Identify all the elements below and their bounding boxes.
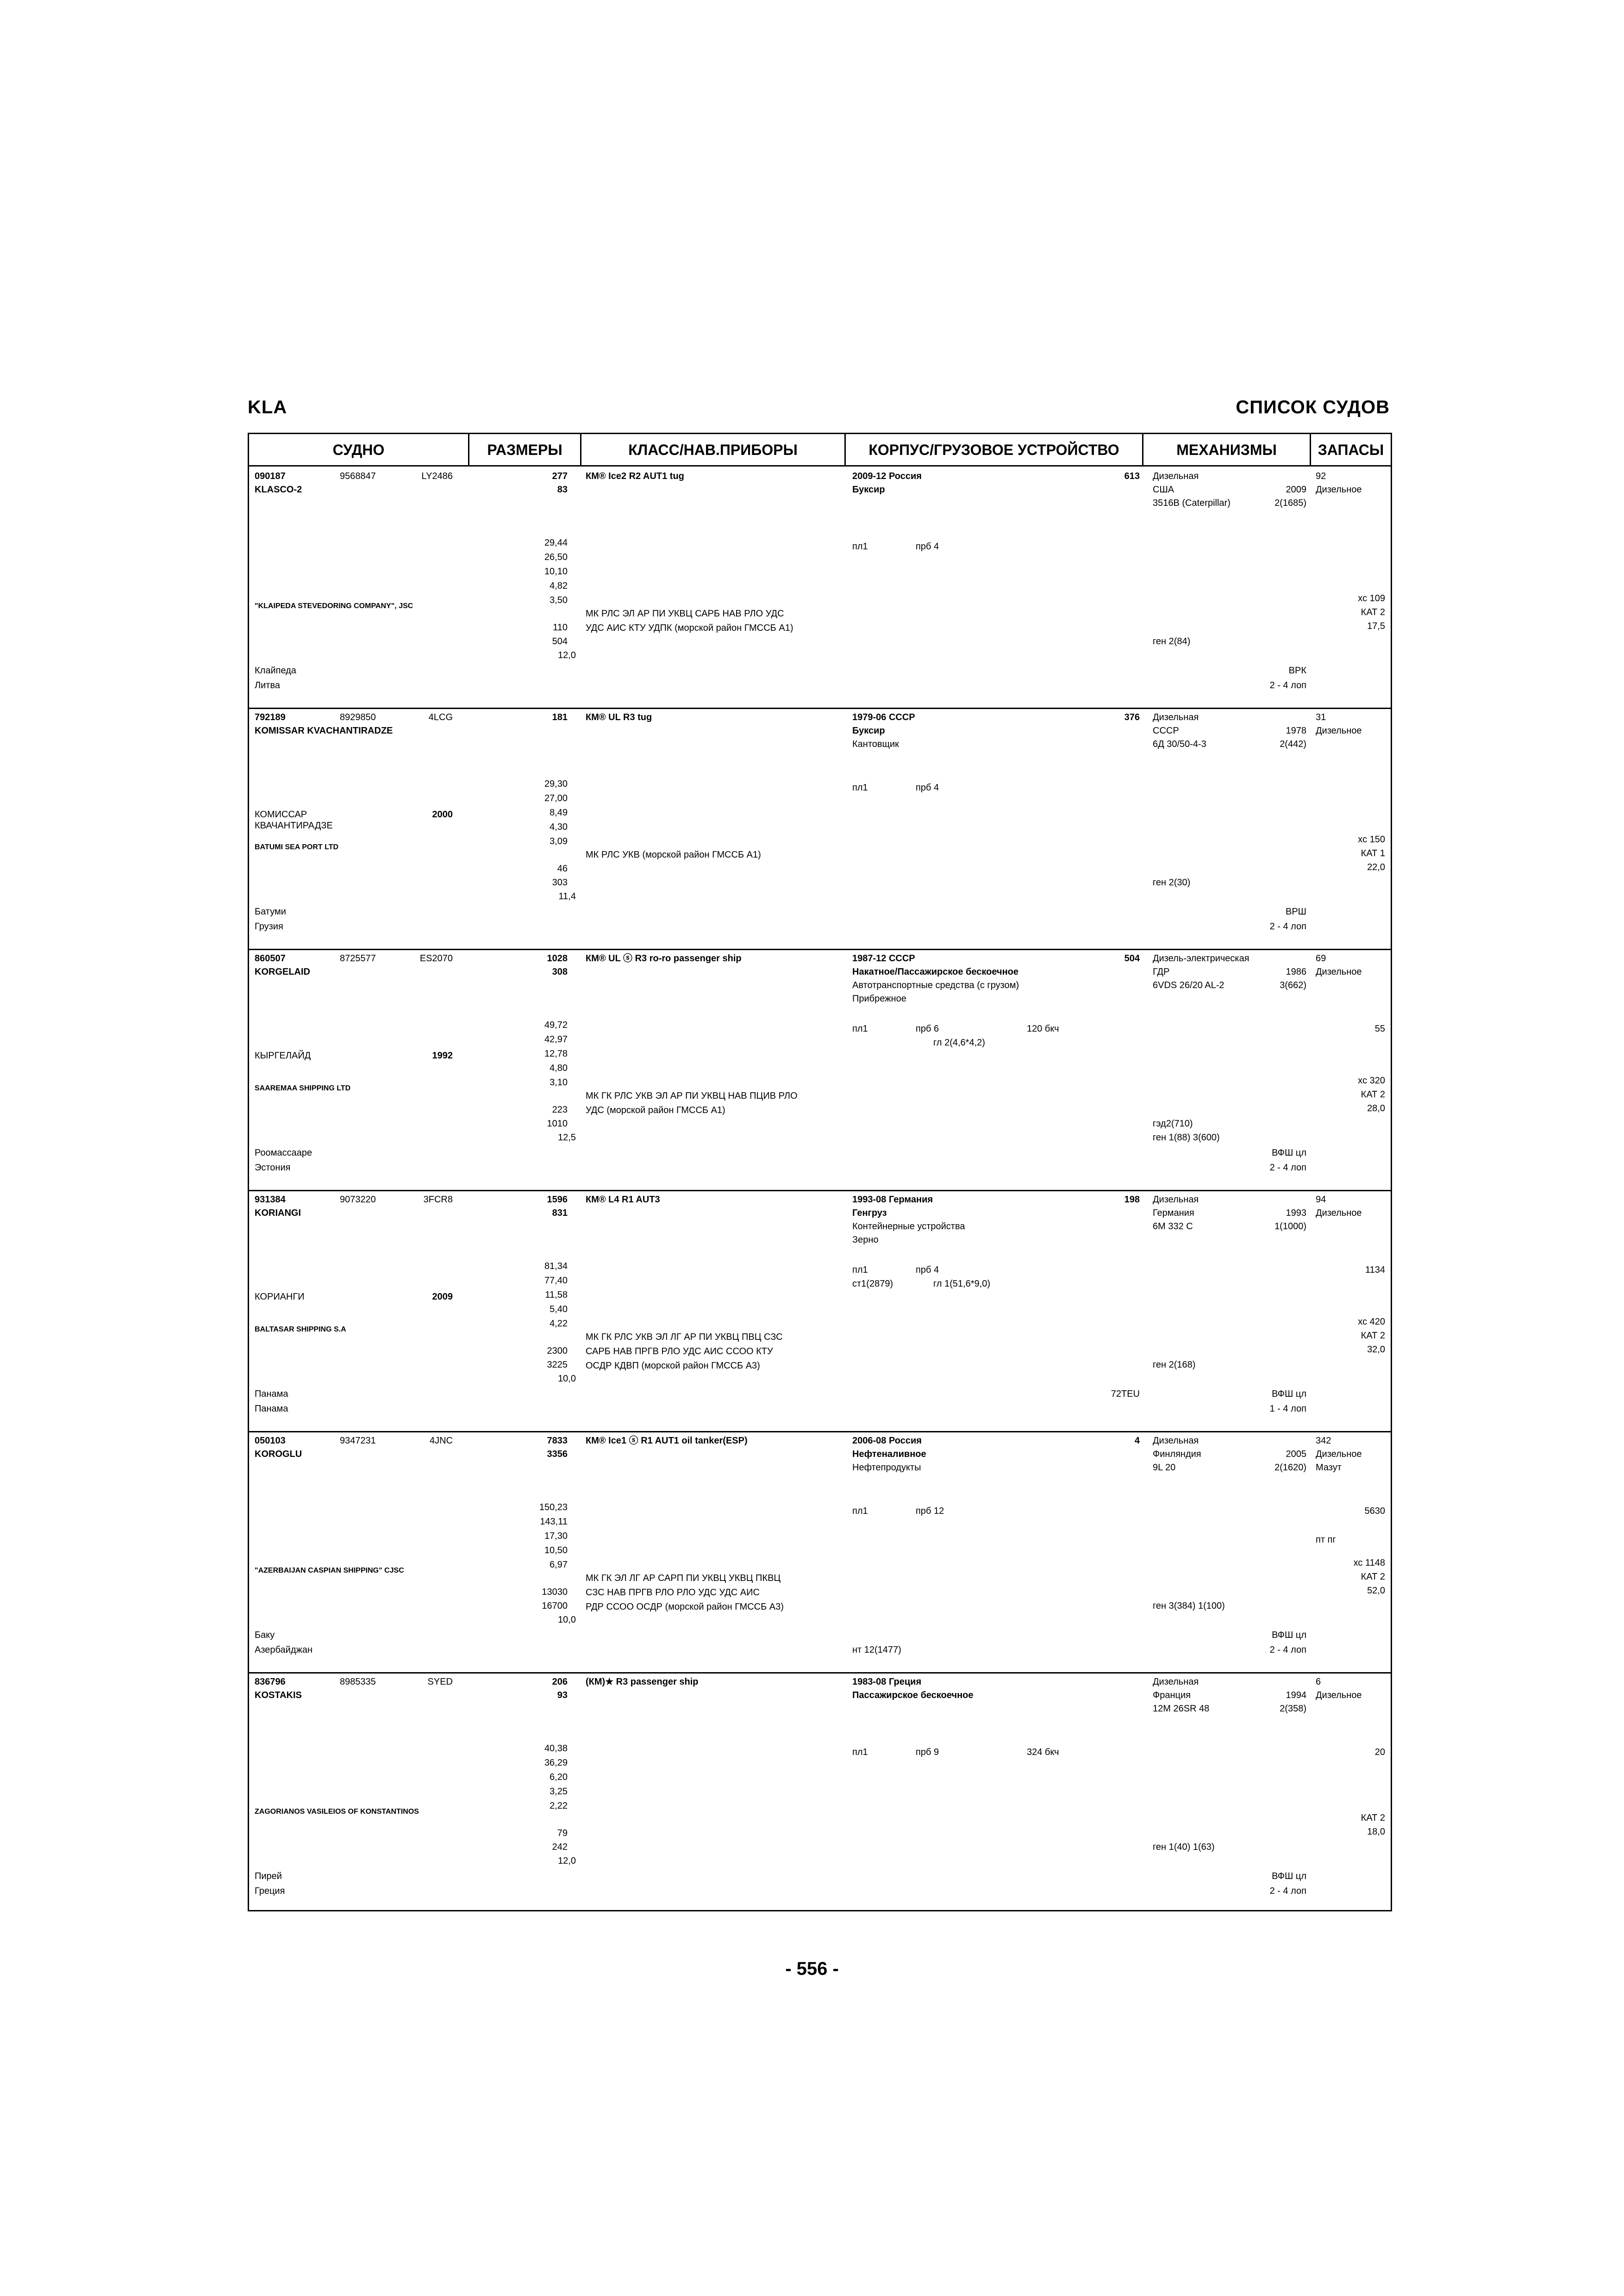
ship-entry — [249, 1191, 1391, 1432]
ship-name: KORGELAID — [255, 967, 310, 977]
deadweight-value: 2300 — [547, 1346, 568, 1356]
flag-country: Греция — [255, 1886, 285, 1896]
propeller-blades: 1 - 4 лоп — [1269, 1404, 1306, 1414]
propeller-blades: 2 - 4 лоп — [1269, 1645, 1306, 1655]
nav-equipment-line: УДС АИС КТУ УДПК (морской район ГМССБ А1) — [586, 623, 793, 633]
propeller-type: ВФШ цл — [1272, 1148, 1306, 1158]
fuel-type: Дизельное — [1316, 1449, 1362, 1459]
owner-name: ZAGORIANOS VASILEIOS OF KONSTANTINOS — [255, 1808, 419, 1816]
supplies-note: пт пг — [1316, 1535, 1336, 1545]
refrigeration-value: хс 1148 — [1353, 1558, 1385, 1568]
home-port: Баку — [255, 1630, 275, 1640]
ship-entry — [249, 468, 1391, 709]
propeller-type: ВФШ цл — [1272, 1871, 1306, 1881]
deck-count: пл1 — [852, 783, 868, 793]
owner-name: "KLAIPEDA STEVEDORING COMPANY", JSC — [255, 602, 413, 610]
endurance-value: 28,0 — [1367, 1103, 1385, 1114]
gross-tonnage: 277 — [552, 471, 568, 481]
column-header-hull: КОРПУС/ГРУЗОВОЕ УСТРОЙСТВО — [846, 434, 1143, 467]
deck-count: пл1 — [852, 1265, 868, 1275]
nav-equipment-line: РДР ССОО ОСДР (морской район ГМССБ А3) — [586, 1602, 784, 1612]
speed-value: 10,0 — [558, 1615, 576, 1625]
build-year-russian-name: 1992 — [432, 1051, 453, 1061]
dimension-value: 3,10 — [550, 1077, 568, 1088]
engine-power: 1(1000) — [1274, 1221, 1306, 1232]
fuel-type: Дизельное — [1316, 1690, 1362, 1700]
supplies-crew: 6 — [1316, 1677, 1321, 1687]
supplies-crew: 92 — [1316, 471, 1326, 481]
category-value: КАТ 2 — [1361, 1813, 1385, 1823]
home-port: Пирей — [255, 1871, 282, 1881]
propeller-blades: 2 - 4 лоп — [1269, 1163, 1306, 1173]
registry-number: 860507 — [255, 953, 286, 964]
tank-info: нт 12(1477) — [852, 1645, 901, 1655]
class-notation: КМ® Ice2 R2 AUT1 tug — [586, 471, 684, 481]
deck-count: пл1 — [852, 1747, 868, 1757]
class-notation: КМ® L4 R1 AUT3 — [586, 1195, 660, 1205]
build-date-country: 1979-06 СССР — [852, 712, 915, 722]
nav-equipment-line: МК ГК РЛС УКВ ЭЛ ЛГ АР ПИ УКВЦ ПВЦ СЗС — [586, 1332, 783, 1342]
engine-power: 2(442) — [1280, 739, 1306, 749]
column-header-machinery: МЕХАНИЗМЫ — [1143, 434, 1311, 467]
propeller-blades: 2 - 4 лоп — [1269, 1886, 1306, 1896]
fuel-type: Дизельное — [1316, 485, 1362, 495]
fuel-type: Дизельное — [1316, 967, 1362, 977]
dimension-value: 11,58 — [545, 1290, 568, 1300]
flag-country: Панама — [255, 1404, 288, 1414]
column-header-class: КЛАСС/НАВ.ПРИБОРЫ — [581, 434, 846, 467]
nav-equipment-line: УДС (морской район ГМССБ А1) — [586, 1105, 725, 1115]
page-header-right: СПИСОК СУДОВ — [1236, 397, 1390, 417]
engine-type: Дизельная — [1153, 1195, 1199, 1205]
dimension-value: 36,29 — [544, 1758, 568, 1768]
engine-type: Дизельная — [1153, 471, 1199, 481]
nav-equipment-line: САРБ НАВ ПРГВ РЛО УДС АИС ССОО КТУ — [586, 1346, 773, 1356]
supplies-crew: 31 — [1316, 712, 1326, 722]
ship-type: Нефтеналивное — [852, 1449, 926, 1459]
hull-number: 504 — [1124, 953, 1140, 964]
bulkhead-count: прб 4 — [916, 541, 939, 552]
deck-count: пл1 — [852, 541, 868, 552]
engine-model: 6VDS 26/20 AL-2 — [1153, 980, 1224, 990]
ship-name: KORIANGI — [255, 1208, 301, 1218]
column-header-dimensions: РАЗМЕРЫ — [469, 434, 581, 467]
engine-year: 1978 — [1286, 726, 1306, 736]
net-tonnage: 3356 — [547, 1449, 568, 1459]
flag-country: Грузия — [255, 921, 283, 932]
ship-type: Пассажирское бескоечное — [852, 1690, 974, 1700]
engine-year: 1986 — [1286, 967, 1306, 977]
imo-number: 9568847 — [340, 471, 376, 481]
refrigeration-value: хс 109 — [1358, 593, 1385, 604]
generator-info: ген 2(168) — [1153, 1360, 1196, 1370]
supplies-volume: 1134 — [1365, 1265, 1385, 1275]
owner-name: BALTASAR SHIPPING S.A — [255, 1325, 346, 1333]
propeller-type: ВФШ цл — [1272, 1389, 1306, 1399]
net-tonnage: 83 — [557, 485, 568, 495]
nav-equipment-line: МК ГК РЛС УКВ ЭЛ АР ПИ УКВЦ НАВ ПЦИВ РЛО — [586, 1091, 798, 1101]
engine-year: 1993 — [1286, 1208, 1306, 1218]
flag-country: Азербайджан — [255, 1645, 313, 1655]
column-header-supplies: ЗАПАСЫ — [1318, 442, 1384, 458]
dimension-value: 2,22 — [550, 1801, 568, 1811]
displacement-value: 16700 — [542, 1601, 568, 1611]
dimension-value: 26,50 — [544, 552, 568, 562]
dimension-value: 4,80 — [550, 1063, 568, 1073]
ship-name: KOSTAKIS — [255, 1690, 302, 1700]
dimension-value: 143,11 — [540, 1517, 568, 1527]
cargo-type: Прибрежное — [852, 994, 906, 1004]
fuel-type: Дизельное — [1316, 726, 1362, 736]
deck-count: пл1 — [852, 1024, 868, 1034]
cargo-type: Нефтепродукты — [852, 1462, 921, 1473]
nav-equipment-line: МК ГК ЭЛ ЛГ АР САРП ПИ УКВЦ УКВЦ ПКВЦ — [586, 1573, 781, 1583]
displacement-value: 504 — [552, 636, 568, 647]
generator-info: ген 1(40) 1(63) — [1153, 1842, 1215, 1852]
generator-info: ген 3(384) 1(100) — [1153, 1601, 1225, 1611]
generator-info: ген 1(88) 3(600) — [1153, 1132, 1220, 1143]
displacement-value: 303 — [552, 877, 568, 888]
page-header-left: KLA — [248, 397, 287, 417]
engine-year: 1994 — [1286, 1690, 1306, 1700]
registry-number: 792189 — [255, 712, 286, 722]
engine-type: Дизельная — [1153, 1436, 1199, 1446]
displacement-value: 242 — [552, 1842, 568, 1852]
propeller-blades: 2 - 4 лоп — [1269, 921, 1306, 932]
gross-tonnage: 206 — [552, 1677, 568, 1687]
hatch-info: гл 1(51,6*9,0) — [933, 1279, 991, 1289]
class-notation: КМ® UL ⓢ R3 ro-ro passenger ship — [586, 953, 742, 964]
call-sign: 4LCG — [428, 712, 453, 722]
propeller-type: ВРК — [1288, 666, 1306, 676]
dimension-value: 29,44 — [544, 538, 568, 548]
engine-country: ГДР — [1153, 967, 1170, 977]
class-notation: КМ® UL R3 tug — [586, 712, 652, 722]
ship-type: Буксир — [852, 726, 885, 736]
ship-type: Генгруз — [852, 1208, 887, 1218]
dimension-value: 4,82 — [550, 581, 568, 591]
hatch-info: гл 2(4,6*4,2) — [933, 1038, 985, 1048]
fuel-type-2: Мазут — [1316, 1462, 1342, 1473]
endurance-value: 17,5 — [1367, 621, 1385, 631]
refrigeration-value: хс 150 — [1358, 834, 1385, 845]
dimension-value: 3,09 — [550, 836, 568, 846]
owner-name: SAAREMAA SHIPPING LTD — [255, 1084, 351, 1092]
dimension-value: 27,00 — [544, 793, 568, 803]
generator-info: ген 2(30) — [1153, 877, 1191, 888]
build-date-country: 1987-12 СССР — [852, 953, 915, 964]
deadweight-value: 223 — [552, 1105, 568, 1115]
dimension-value: 3,25 — [550, 1786, 568, 1797]
deck-extra: 324 бкч — [1027, 1747, 1059, 1757]
dimension-value: 12,78 — [544, 1049, 568, 1059]
nav-equipment-line: МК РЛС УКВ (морской район ГМССБ А1) — [586, 850, 761, 860]
supplies-volume: 5630 — [1364, 1506, 1385, 1516]
engine-type: Дизельная — [1153, 712, 1199, 722]
speed-value: 11,4 — [558, 891, 576, 902]
deadweight-value: 79 — [557, 1828, 568, 1838]
dimension-value: 49,72 — [544, 1020, 568, 1030]
engine-model: 6Д 30/50-4-3 — [1153, 739, 1206, 749]
home-port: Панама — [255, 1389, 288, 1399]
registry-number: 090187 — [255, 471, 286, 481]
bulkhead-count: прб 4 — [916, 1265, 939, 1275]
dimension-value: 10,50 — [544, 1545, 568, 1556]
dimension-value: 150,23 — [539, 1502, 568, 1512]
dimension-value: 6,20 — [550, 1772, 568, 1782]
propeller-type: ВФШ цл — [1272, 1630, 1306, 1640]
dimension-value: 8,49 — [550, 808, 568, 818]
engine-power: 2(1685) — [1274, 498, 1306, 508]
ship-entry — [249, 1432, 1391, 1674]
dimension-value: 17,30 — [544, 1531, 568, 1541]
supplies-volume: 55 — [1374, 1024, 1385, 1034]
column-header-ship: СУДНО — [249, 434, 469, 467]
engine-country: США — [1153, 485, 1174, 495]
build-year-russian-name: 2000 — [432, 809, 453, 820]
engine-country: Финляндия — [1153, 1449, 1201, 1459]
hull-number: 613 — [1124, 471, 1140, 481]
cargo-type: Кантовщик — [852, 739, 899, 749]
engine-model: 3516B (Caterpillar) — [1153, 498, 1230, 508]
deck-tonnage: ст1(2879) — [852, 1279, 893, 1289]
dimension-value: 4,22 — [550, 1319, 568, 1329]
deadweight-value: 110 — [553, 622, 568, 633]
imo-number: 9347231 — [340, 1436, 376, 1446]
refrigeration-value: хс 420 — [1358, 1317, 1385, 1327]
ship-name: KOROGLU — [255, 1449, 302, 1459]
home-port: Батуми — [255, 907, 286, 917]
displacement-value: 1010 — [547, 1119, 568, 1129]
ship-entry — [249, 950, 1391, 1191]
fuel-type: Дизельное — [1316, 1208, 1362, 1218]
dimension-value: 10,10 — [544, 566, 568, 577]
ship-name: KLASCO-2 — [255, 485, 302, 495]
propeller-blades: 2 - 4 лоп — [1269, 680, 1306, 691]
supplies-crew: 69 — [1316, 953, 1326, 964]
nav-equipment-line: МК РЛС ЭЛ АР ПИ УКВЦ САРБ НАВ РЛО УДС — [586, 609, 784, 619]
deadweight-value: 46 — [557, 864, 568, 874]
engine-year: 2005 — [1286, 1449, 1306, 1459]
engine-power: 2(358) — [1280, 1704, 1306, 1714]
flag-country: Эстония — [255, 1163, 291, 1173]
gross-tonnage: 181 — [552, 712, 568, 722]
dimension-value: 5,40 — [550, 1304, 568, 1314]
page-number: - 556 - — [785, 1959, 839, 1979]
class-notation: (КМ)★ R3 passenger ship — [586, 1677, 699, 1687]
home-port: Клайпеда — [255, 666, 296, 676]
ship-name: KOMISSAR KVACHANTIRADZE — [255, 726, 393, 736]
endurance-value: 18,0 — [1367, 1827, 1385, 1837]
nav-equipment-line: СЗС НАВ ПРГВ РЛО РЛО УДС УДС АИС — [586, 1587, 760, 1598]
engine-model: 6M 332 C — [1153, 1221, 1193, 1232]
net-tonnage: 93 — [557, 1690, 568, 1700]
bulkhead-count: прб 6 — [916, 1024, 939, 1034]
ship-entry — [249, 709, 1391, 950]
build-date-country: 1983-08 Греция — [852, 1677, 922, 1687]
owner-name: BATUMI SEA PORT LTD — [255, 843, 339, 851]
bulkhead-count: прб 9 — [916, 1747, 939, 1757]
dimension-value: 77,40 — [544, 1276, 568, 1286]
speed-value: 12,5 — [558, 1132, 576, 1143]
engine-country: Германия — [1153, 1208, 1194, 1218]
supplies-crew: 94 — [1316, 1195, 1326, 1205]
engine-power: 2(1620) — [1274, 1462, 1306, 1473]
speed-value: 12,0 — [558, 1856, 576, 1866]
dimension-value: 6,97 — [550, 1560, 568, 1570]
deadweight-value: 13030 — [542, 1587, 568, 1597]
hull-number: 376 — [1124, 712, 1140, 722]
propeller-type: ВРШ — [1285, 907, 1306, 917]
owner-name: "AZERBAIJAN CASPIAN SHIPPING" CJSC — [255, 1567, 404, 1574]
column-header-row — [249, 434, 1391, 467]
ship-type: Буксир — [852, 485, 885, 495]
engine-country: Франция — [1153, 1690, 1191, 1700]
supplies-volume: 20 — [1374, 1747, 1385, 1757]
ship-name-russian: КОМИССАР КВАЧАНТИРАДЗЕ — [255, 809, 333, 831]
home-port: Роомассааре — [255, 1148, 312, 1158]
speed-value: 10,0 — [558, 1374, 576, 1384]
cargo-type: Контейнерные устройства — [852, 1221, 965, 1232]
dimension-value: 3,50 — [550, 595, 568, 605]
gross-tonnage: 1596 — [547, 1195, 568, 1205]
cargo-type: Зерно — [852, 1235, 879, 1245]
call-sign: LY2486 — [421, 471, 453, 481]
registry-number: 050103 — [255, 1436, 286, 1446]
imo-number: 9073220 — [340, 1195, 376, 1205]
generator-info: гэд2(710) — [1153, 1119, 1193, 1129]
generator-info: ген 2(84) — [1153, 636, 1191, 647]
endurance-value: 22,0 — [1367, 862, 1385, 872]
call-sign: 4JNC — [429, 1436, 453, 1446]
engine-year: 2009 — [1286, 485, 1306, 495]
category-value: КАТ 1 — [1361, 848, 1385, 859]
category-value: КАТ 2 — [1361, 1089, 1385, 1100]
endurance-value: 52,0 — [1367, 1586, 1385, 1596]
gross-tonnage: 7833 — [547, 1436, 568, 1446]
class-notation: КМ® Ice1 ⓢ R1 AUT1 oil tanker(ESP) — [586, 1436, 748, 1446]
engine-country: СССР — [1153, 726, 1179, 736]
refrigeration-value: хс 320 — [1358, 1076, 1385, 1086]
endurance-value: 32,0 — [1367, 1344, 1385, 1355]
registry-number: 931384 — [255, 1195, 286, 1205]
ship-name-russian: КЫРГЕЛАЙД — [255, 1051, 311, 1061]
gross-tonnage: 1028 — [547, 953, 568, 964]
displacement-value: 3225 — [547, 1360, 568, 1370]
imo-number: 8929850 — [340, 712, 376, 722]
engine-type: Дизель-электрическая — [1153, 953, 1249, 964]
ship-name-russian: КОРИАНГИ — [255, 1292, 305, 1302]
category-value: КАТ 2 — [1361, 1572, 1385, 1582]
dimension-value: 40,38 — [544, 1743, 568, 1754]
hull-number: 198 — [1124, 1195, 1140, 1205]
dimension-value: 29,30 — [544, 779, 568, 789]
build-date-country: 1993-08 Германия — [852, 1195, 933, 1205]
registry-number: 836796 — [255, 1677, 286, 1687]
deck-extra: 120 бкч — [1027, 1024, 1059, 1034]
engine-model: 9L 20 — [1153, 1462, 1176, 1473]
category-value: КАТ 2 — [1361, 1331, 1385, 1341]
call-sign: SYED — [427, 1677, 453, 1687]
build-year-russian-name: 2009 — [432, 1292, 453, 1302]
call-sign: 3FCR8 — [423, 1195, 453, 1205]
nav-equipment-line: ОСДР КДВП (морской район ГМССБ А3) — [586, 1361, 760, 1371]
engine-power: 3(662) — [1280, 980, 1306, 990]
ship-type: Накатное/Пассажирское бескоечное — [852, 967, 1018, 977]
dimension-value: 4,30 — [550, 822, 568, 832]
net-tonnage: 831 — [552, 1208, 568, 1218]
imo-number: 8725577 — [340, 953, 376, 964]
flag-country: Литва — [255, 680, 280, 691]
call-sign: ES2070 — [419, 953, 453, 964]
teu-capacity: 72TEU — [1111, 1389, 1140, 1399]
net-tonnage: 308 — [552, 967, 568, 977]
cargo-type: Автотранспортные средства (с грузом) — [852, 980, 1019, 990]
hull-number: 4 — [1134, 1436, 1140, 1446]
ship-register-table — [248, 433, 1392, 1911]
ship-entry — [249, 1674, 1391, 1915]
speed-value: 12,0 — [558, 650, 576, 660]
imo-number: 8985335 — [340, 1677, 376, 1687]
dimension-value: 42,97 — [544, 1034, 568, 1045]
supplies-crew: 342 — [1316, 1436, 1331, 1446]
engine-type: Дизельная — [1153, 1677, 1199, 1687]
category-value: КАТ 2 — [1361, 607, 1385, 617]
dimension-value: 81,34 — [544, 1261, 568, 1271]
bulkhead-count: прб 12 — [916, 1506, 944, 1516]
bulkhead-count: прб 4 — [916, 783, 939, 793]
engine-model: 12M 26SR 48 — [1153, 1704, 1210, 1714]
build-date-country: 2009-12 Россия — [852, 471, 922, 481]
deck-count: пл1 — [852, 1506, 868, 1516]
build-date-country: 2006-08 Россия — [852, 1436, 922, 1446]
